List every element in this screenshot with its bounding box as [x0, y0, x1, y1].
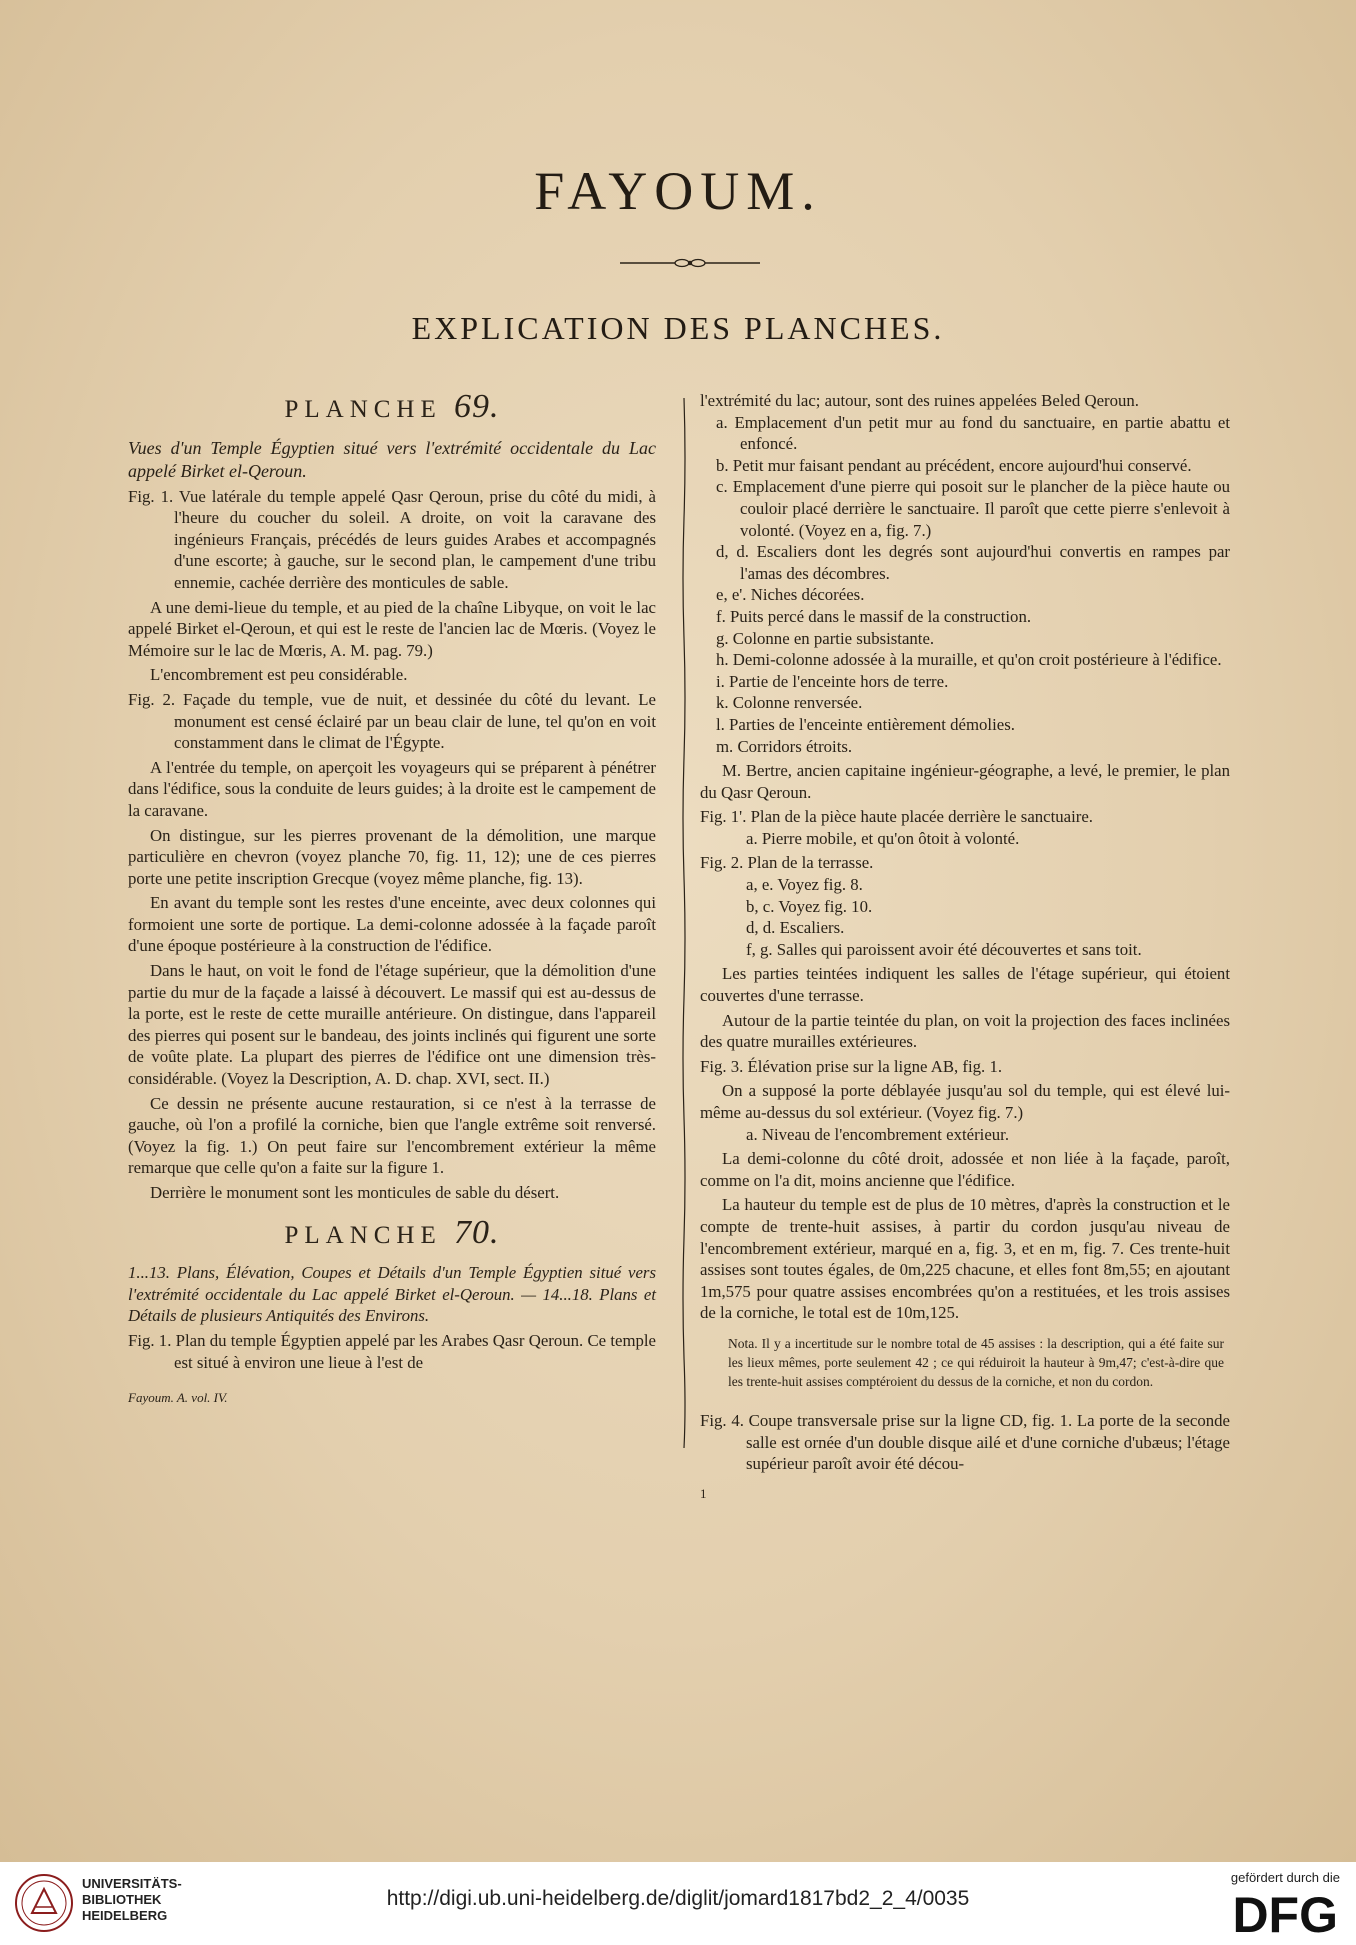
funded-by-label: gefördert durch die	[1230, 1870, 1340, 1885]
paragraph: Ce dessin ne présente aucune restauration, si ce n'est à la terrasse de gauche, où l'on a profilé la corniche, bien que l'angle extrême soit renversé. (Voyez la fig. 1.) On peut faire sur l'encombrement extérieur la même remarque que celle qu'on a faite sur la figure 1.	[128, 1093, 656, 1178]
paragraph: Dans le haut, on voit le fond de l'étage supérieur, que la démolition d'une partie du mur de la façade a laissé à découvert. Le massif qui est au-dessus de la porte, est le reste de cette muraille antérieure. On distingue, dans l'appareil des pierres qui posent sur le bandeau, des joints inclinés qui figurent une sorte de voûte plate. La plupart des pierres de l'édifice ont une dimension très-considérable. (Voyez la Description, A. D. chap. XVI, sect. II.)	[128, 961, 656, 1089]
right-line: Fig. 1'. Plan de la pièce haute placée derrière le sanctuaire.	[700, 807, 1093, 827]
page-title: FAYOUM.	[534, 161, 822, 221]
planche-69-heading	[128, 388, 656, 425]
dfg-logo	[1200, 1886, 1340, 1938]
right-line: Les parties teintées indiquent les salles de l'étage supérieur, qui étoient couvertes d'une terrasse.	[700, 964, 1230, 1006]
right-line: La hauteur du temple est de plus de 10 mètres, d'après la construction et le compte de trente-huit assises, à partir du cordon jusqu'au niveau de l'encombrement extérieur, marqué en a, fig. 3, et en m, fig. 7. Ces trente-huit assises sont toutes égales, de 0m,225 chacune, et elles font 8m,55; en ajoutant 1m,575 pour quatre assises encombrées qu'on a restituées, et les trois assises de la corniche, le total est de 10m,125.	[700, 1195, 1230, 1323]
paragraph: Fig. 1. Vue latérale du temple appelé Qasr Qeroun, prise du côté du midi, à l'heure du coucher du soleil. A droite, on voit la caravane des ingénieurs Français, précédés de leurs guides Arabes et accompagnés d'une escorte; à gauche, sur le second plan, le campement d'une tribu ennemie, cachée derrière des monticules de sable.	[128, 486, 656, 592]
right-line: a. Pierre mobile, et qu'on ôtoit à volonté.	[746, 828, 1020, 848]
right-line: f. Puits percé dans le massif de la construction.	[716, 606, 1032, 626]
planche-69-caption: Vues d'un Temple Égyptien situé vers l'extrémité occidentale du Lac appelé Birket el-Qeroun.	[128, 437, 656, 481]
paragraph: En avant du temple sont les restes d'une enceinte, avec deux colonnes qui formoient une sorte de portique. La demi-colonne adossée à la façade paroît d'une époque postérieure à la construction de l'édifice.	[128, 893, 656, 956]
right-line: c. Emplacement d'une pierre qui posoit sur le plancher de la pièce haute ou couloir placé derrière le sanctuaire. Il paroît que cette pierre s'enlevoit à volonté. (Voyez en a, fig. 7.)	[716, 477, 1230, 540]
column-divider	[681, 398, 687, 1448]
library-line: UNIVERSITÄTS-	[82, 1876, 182, 1891]
right-line: g. Colonne en partie subsistante.	[716, 628, 935, 648]
right-line: l'extrémité du lac; autour, sont des ruines appelées Beled Qeroun.	[700, 391, 1139, 410]
right-line: b, c. Voyez fig. 10.	[746, 896, 873, 916]
planche-word: PLANCHE	[284, 1221, 442, 1249]
planche-number: 69.	[454, 388, 500, 425]
paragraph: On distingue, sur les pierres provenant de la démolition, une marque particulière en chevron (voyez planche 70, fig. 11, 12); une de ces pierres porte une petite inscription Grecque (voyez même planche, fig. 13).	[128, 825, 656, 888]
right-line: Fig. 3. Élévation prise sur la ligne AB, fig. 1.	[700, 1056, 1003, 1076]
right-line: a. Emplacement d'un petit mur au fond du sanctuaire, en partie abattu et enfoncé.	[716, 412, 1230, 454]
right-line: Autour de la partie teintée du plan, on voit la projection des faces inclinées des quatre murailles extérieures.	[700, 1010, 1230, 1052]
right-line: a, e. Voyez fig. 8.	[746, 875, 863, 895]
planche-number: 70.	[454, 1213, 500, 1251]
paragraph: L'encombrement est peu considérable.	[150, 665, 408, 685]
page-number: 1	[700, 1485, 707, 1501]
paragraph: Derrière le monument sont les monticules de sable du désert.	[150, 1183, 560, 1202]
right-line: i. Partie de l'enceinte hors de terre.	[716, 671, 949, 691]
right-line: l. Parties de l'enceinte entièrement démolies.	[716, 714, 1015, 734]
planche-word: PLANCHE	[284, 396, 442, 423]
right-line: b. Petit mur faisant pendant au précédent, encore aujourd'hui conservé.	[716, 455, 1192, 475]
paragraph: A une demi-lieue du temple, et au pied de la chaîne Libyque, on voit le lac appelé Birket el-Qeroun, et qui est le reste de l'ancien lac de Mœris. (Voyez le Mémoire sur le lac de Mœris, A. M. pag. 79.)	[128, 597, 656, 660]
source-url-link[interactable]: http://digi.ub.uni-heidelberg.de/diglit/jomard1817bd2_2_4/0035	[386, 1887, 970, 1910]
right-line: Fig. 2. Plan de la terrasse.	[700, 853, 874, 873]
paragraph: A l'entrée du temple, on aperçoit les voyageurs qui se préparent à pénétrer dans l'édifice, sous la conduite de leurs guides; à la droite est le campement de la caravane.	[128, 757, 656, 820]
right-line: La demi-colonne du côté droit, adossée et non liée à la façade, paroît, comme on l'a dit, moins ancienne que l'édifice.	[700, 1149, 1230, 1190]
right-line: h. Demi-colonne adossée à la muraille, et qu'on croit postérieure à l'édifice.	[716, 650, 1222, 670]
right-column-lines	[700, 390, 1230, 1324]
right-line: m. Corridors étroits.	[716, 736, 853, 756]
right-line: a. Niveau de l'encombrement extérieur.	[746, 1124, 1010, 1144]
paragraph: Fig. 1. Plan du temple Égyptien appelé par les Arabes Qasr Qeroun. Ce temple est situé à environ une lieue à l'est de	[128, 1330, 656, 1372]
right-column	[700, 390, 1230, 1504]
volume-reference: Fayoum. A. vol. IV.	[128, 1390, 228, 1406]
left-column	[128, 390, 656, 1409]
right-line: d, d. Escaliers dont les degrés sont aujourd'hui convertis en rampes par l'amas des décombres.	[716, 542, 1230, 583]
right-line: e, e'. Niches décorées.	[716, 585, 865, 605]
paragraph: Fig. 4. Coupe transversale prise sur la ligne CD, fig. 1. La porte de la seconde salle est ornée d'un double disque ailé et d'une corniche d'ubæus; l'étage supérieur paroît avoir été décou-	[700, 1410, 1230, 1474]
ornament-divider-icon	[620, 255, 760, 271]
footer-bar	[0, 1862, 1356, 1945]
paragraph: Fig. 2. Façade du temple, vue de nuit, et dessinée du côté du levant. Le monument est censé éclairé par un beau clair de lune, tel qu'on en voit constamment dans le climat de l'Égypte.	[128, 689, 656, 753]
right-line: k. Colonne renversée.	[716, 693, 863, 713]
nota-footnote: Nota. Il y a incertitude sur le nombre total de 45 assises : la description, qui a été faite sur les lieux mêmes, porte seulement 42 ; ce qui réduiroit la hauteur à 9m,47; c'est-à-dire que les trente-huit assises comptéroient du dessus de la corniche, et non du cordon.	[728, 1335, 1224, 1389]
library-line: BIBLIOTHEK	[82, 1892, 162, 1907]
right-line: d, d. Escaliers.	[746, 918, 845, 938]
planche-70-heading	[128, 1213, 656, 1251]
right-line: f, g. Salles qui paroissent avoir été découvertes et sans toit.	[746, 939, 1142, 959]
right-line: On a supposé la porte déblayée jusqu'au sol du temple, qui est élevé lui-même au-dessus du sol extérieur. (Voyez fig. 7.)	[700, 1081, 1230, 1122]
planche-70-caption: 1...13. Plans, Élévation, Coupes et Détails d'un Temple Égyptien situé vers l'extrémité occidentale du Lac appelé Birket el-Qeroun. — 14...18. Plans et Détails de plusieurs Antiquités des Environs.	[128, 1263, 656, 1326]
library-line: HEIDELBERG	[82, 1908, 168, 1923]
dfg-logo-text: DFG	[1232, 1887, 1338, 1938]
section-subtitle: EXPLICATION DES PLANCHES.	[411, 310, 945, 346]
right-line: M. Bertre, ancien capitaine ingénieur-géographe, a levé, le premier, le plan du Qasr Qeroun.	[700, 761, 1230, 802]
